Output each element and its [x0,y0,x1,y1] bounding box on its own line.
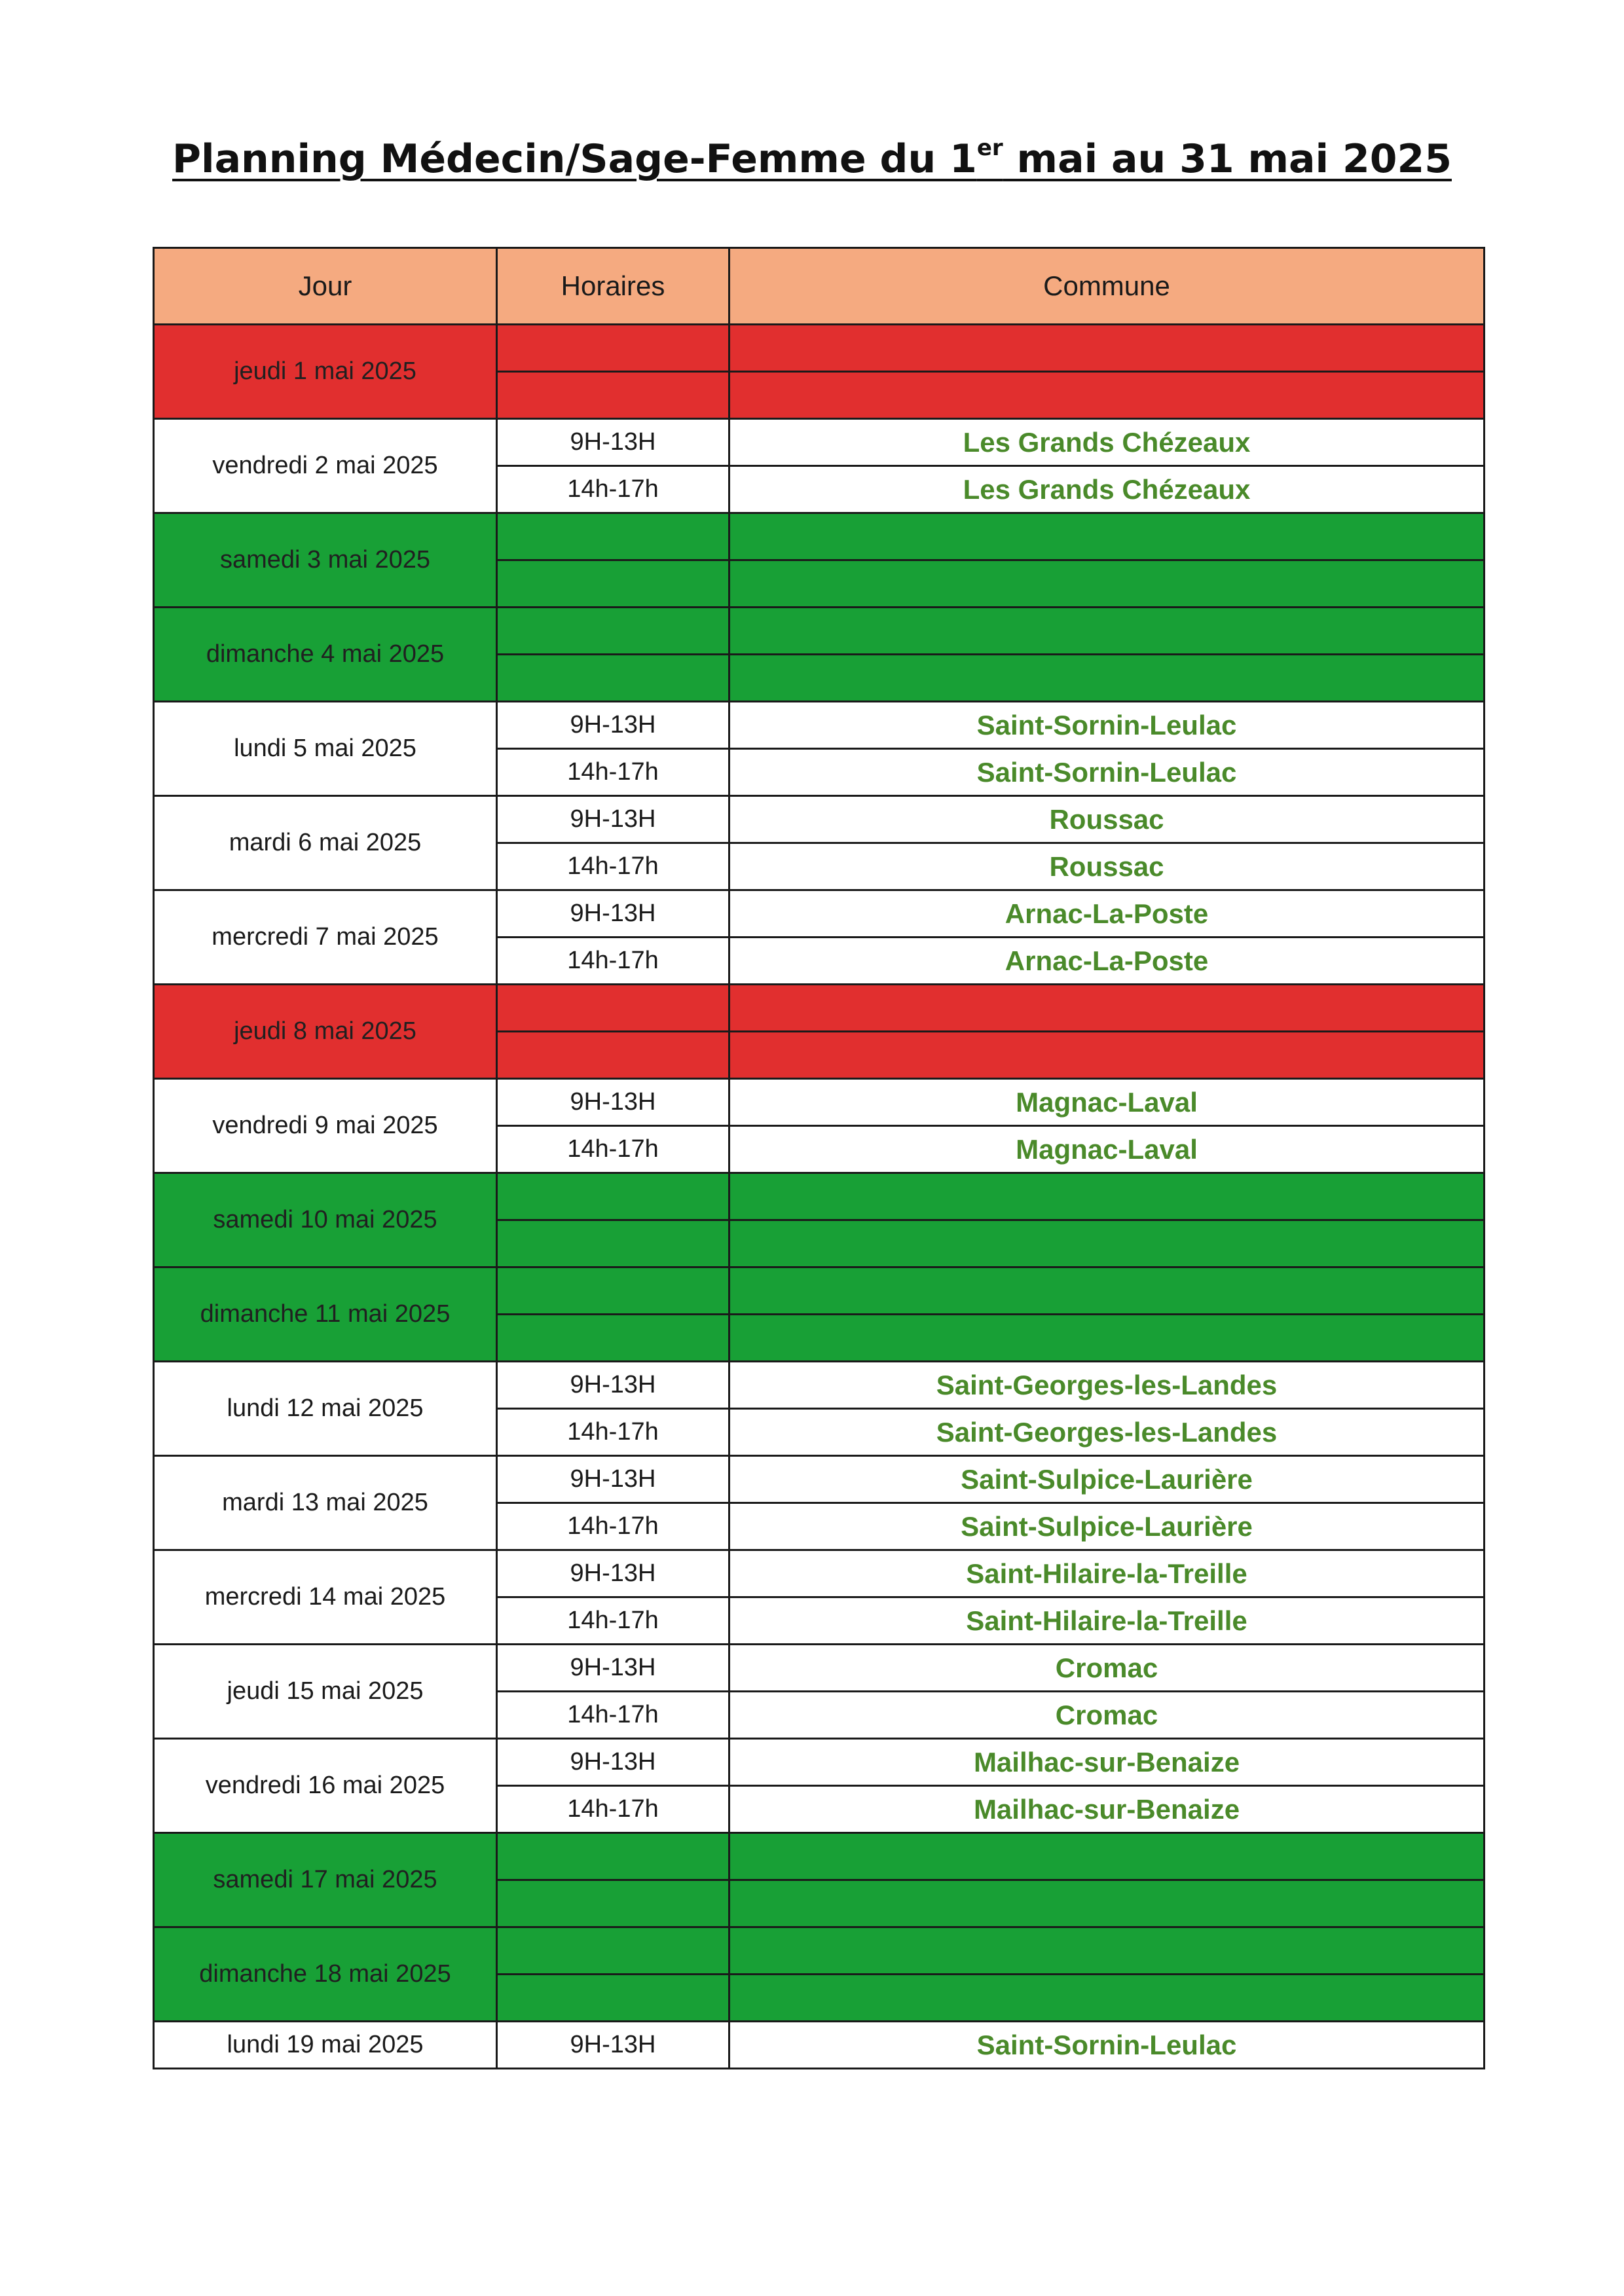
commune-cell [729,1267,1485,1315]
table-row [154,325,1485,372]
day-cell: samedi 17 mai 2025 [154,1833,497,1927]
horaire-cell: 9H-13H [497,890,729,938]
horaire-cell: 9H-13H [497,702,729,749]
horaire-cell: 14h-17h [497,1786,729,1833]
table-row [154,1173,1485,1220]
horaire-cell: 9H-13H [497,1079,729,1126]
horaire-cell: 14h-17h [497,1692,729,1739]
commune-cell [729,325,1485,372]
day-cell: vendredi 9 mai 2025 [154,1079,497,1173]
horaire-cell [497,1315,729,1362]
table-row [154,1927,1485,1975]
table-row [154,419,1485,466]
commune-cell: Roussac [729,796,1485,843]
horaire-cell [497,325,729,372]
horaire-cell [497,1927,729,1975]
table-row [154,1267,1485,1315]
horaire-cell [497,608,729,655]
horaire-cell [497,560,729,608]
day-cell: samedi 3 mai 2025 [154,513,497,608]
horaire-cell: 14h-17h [497,938,729,985]
day-cell: lundi 5 mai 2025 [154,702,497,796]
commune-cell: Les Grands Chézeaux [729,419,1485,466]
horaire-cell: 9H-13H [497,1362,729,1409]
horaire-cell [497,1173,729,1220]
commune-cell [729,1880,1485,1927]
table-row [154,1550,1485,1597]
horaire-cell: 14h-17h [497,1409,729,1456]
horaire-cell: 9H-13H [497,1456,729,1503]
table-row [154,1362,1485,1409]
commune-cell [729,1927,1485,1975]
horaire-cell: 14h-17h [497,1126,729,1173]
commune-cell: Saint-Sornin-Leulac [729,749,1485,796]
horaire-cell [497,655,729,702]
day-cell: vendredi 16 mai 2025 [154,1739,497,1833]
header-row [154,248,1485,325]
commune-cell [729,1315,1485,1362]
commune-cell: Saint-Georges-les-Landes [729,1362,1485,1409]
title-prefix: Planning Médecin/Sage-Femme du 1 [172,136,977,183]
commune-cell: Saint-Sornin-Leulac [729,2022,1485,2069]
header-jour: Jour [154,248,497,325]
horaire-cell [497,1880,729,1927]
horaire-cell: 14h-17h [497,749,729,796]
horaire-cell: 9H-13H [497,1550,729,1597]
commune-cell [729,608,1485,655]
table-row [154,702,1485,749]
commune-cell: Arnac-La-Poste [729,890,1485,938]
header-commune: Commune [729,248,1485,325]
header-horaires: Horaires [497,248,729,325]
horaire-cell [497,372,729,419]
commune-cell: Saint-Sulpice-Laurière [729,1503,1485,1550]
day-cell: dimanche 11 mai 2025 [154,1267,497,1362]
table-row [154,796,1485,843]
horaire-cell: 14h-17h [497,1597,729,1645]
day-cell: jeudi 15 mai 2025 [154,1645,497,1739]
day-cell: lundi 19 mai 2025 [154,2022,497,2069]
table-row [154,890,1485,938]
commune-cell [729,655,1485,702]
table-row [154,1833,1485,1880]
horaire-cell: 14h-17h [497,1503,729,1550]
commune-cell: Saint-Hilaire-la-Treille [729,1597,1485,1645]
commune-cell: Saint-Hilaire-la-Treille [729,1550,1485,1597]
table-row [154,513,1485,560]
commune-cell: Magnac-Laval [729,1126,1485,1173]
horaire-cell [497,985,729,1032]
horaire-cell: 9H-13H [497,2022,729,2069]
day-cell: mardi 13 mai 2025 [154,1456,497,1550]
commune-cell [729,372,1485,419]
commune-cell [729,513,1485,560]
horaire-cell: 9H-13H [497,419,729,466]
horaire-cell: 14h-17h [497,843,729,890]
horaire-cell: 9H-13H [497,1739,729,1786]
horaire-cell [497,1032,729,1079]
day-cell: jeudi 8 mai 2025 [154,985,497,1079]
day-cell: samedi 10 mai 2025 [154,1173,497,1267]
commune-cell: Saint-Sulpice-Laurière [729,1456,1485,1503]
horaire-cell [497,1267,729,1315]
day-cell: dimanche 4 mai 2025 [154,608,497,702]
day-cell: mercredi 14 mai 2025 [154,1550,497,1645]
table-row [154,608,1485,655]
day-cell: mercredi 7 mai 2025 [154,890,497,985]
commune-cell: Cromac [729,1645,1485,1692]
commune-cell [729,1032,1485,1079]
horaire-cell [497,1833,729,1880]
table-row [154,1739,1485,1786]
commune-cell: Mailhac-sur-Benaize [729,1739,1485,1786]
planning-table [153,247,1485,2069]
table-row [154,985,1485,1032]
commune-cell: Les Grands Chézeaux [729,466,1485,513]
page-title [0,136,1624,182]
horaire-cell: 14h-17h [497,466,729,513]
table-row [154,2022,1485,2069]
day-cell: lundi 12 mai 2025 [154,1362,497,1456]
commune-cell: Arnac-La-Poste [729,938,1485,985]
commune-cell: Magnac-Laval [729,1079,1485,1126]
horaire-cell [497,1220,729,1267]
table-row [154,1456,1485,1503]
commune-cell: Mailhac-sur-Benaize [729,1786,1485,1833]
horaire-cell [497,1975,729,2022]
table-row [154,1645,1485,1692]
commune-cell [729,985,1485,1032]
day-cell: mardi 6 mai 2025 [154,796,497,890]
commune-cell [729,1833,1485,1880]
day-cell: jeudi 1 mai 2025 [154,325,497,419]
commune-cell: Saint-Georges-les-Landes [729,1409,1485,1456]
title-superscript: er [976,135,1003,162]
commune-cell [729,1220,1485,1267]
title-suffix: mai au 31 mai 2025 [1003,136,1452,183]
day-cell: dimanche 18 mai 2025 [154,1927,497,2022]
commune-cell [729,560,1485,608]
commune-cell [729,1173,1485,1220]
day-cell: vendredi 2 mai 2025 [154,419,497,513]
commune-cell: Saint-Sornin-Leulac [729,702,1485,749]
horaire-cell [497,513,729,560]
commune-cell: Cromac [729,1692,1485,1739]
commune-cell: Roussac [729,843,1485,890]
horaire-cell: 9H-13H [497,796,729,843]
table-row [154,1079,1485,1126]
horaire-cell: 9H-13H [497,1645,729,1692]
commune-cell [729,1975,1485,2022]
planning-body [154,325,1485,2069]
